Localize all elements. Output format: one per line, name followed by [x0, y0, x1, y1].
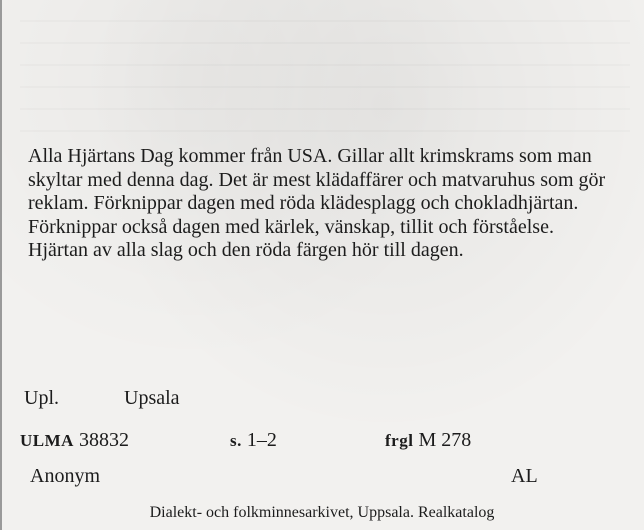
recorder-row [511, 464, 538, 488]
archive-number: 38832 [78, 429, 129, 451]
place-name-row [124, 386, 180, 410]
archive-label: ULMA [20, 431, 74, 450]
archive-footer: Dialekt- och folkminnesarkivet, Uppsala. Realkatalog [149, 504, 495, 521]
page-label: s. [230, 431, 242, 450]
location-row [24, 386, 59, 410]
page-reference [230, 428, 277, 453]
province-abbreviation: Upl. [24, 387, 59, 409]
show-through-texture [20, 20, 630, 140]
card-left-edge [0, 0, 2, 530]
informant-name: Anonym [30, 465, 100, 487]
questionnaire-reference [385, 428, 471, 453]
archive-reference [20, 428, 129, 453]
place-name: Upsala [124, 387, 180, 409]
informant-row [30, 464, 100, 488]
questionnaire-label: frgl [385, 431, 414, 450]
questionnaire-number: M 278 [418, 429, 472, 451]
card-body-text: Alla Hjärtans Dag kommer från USA. Gillar allt krimskrams som man skyltar med denna dag. Det är mest klädaffärer och matvaruhus som gör reklam. Förknippar dagen med röda klädesplagg och chokladhjärtan. Förknippar också dagen med kärlek, vänskap, tillit och förståelse. Hjärtan av alla slag och den röda färgen hör till dagen. [28, 145, 606, 261]
recorder-initials: AL [511, 465, 538, 487]
cut-off-text-fragment [2, 0, 422, 4]
page-range: 1–2 [246, 429, 277, 451]
